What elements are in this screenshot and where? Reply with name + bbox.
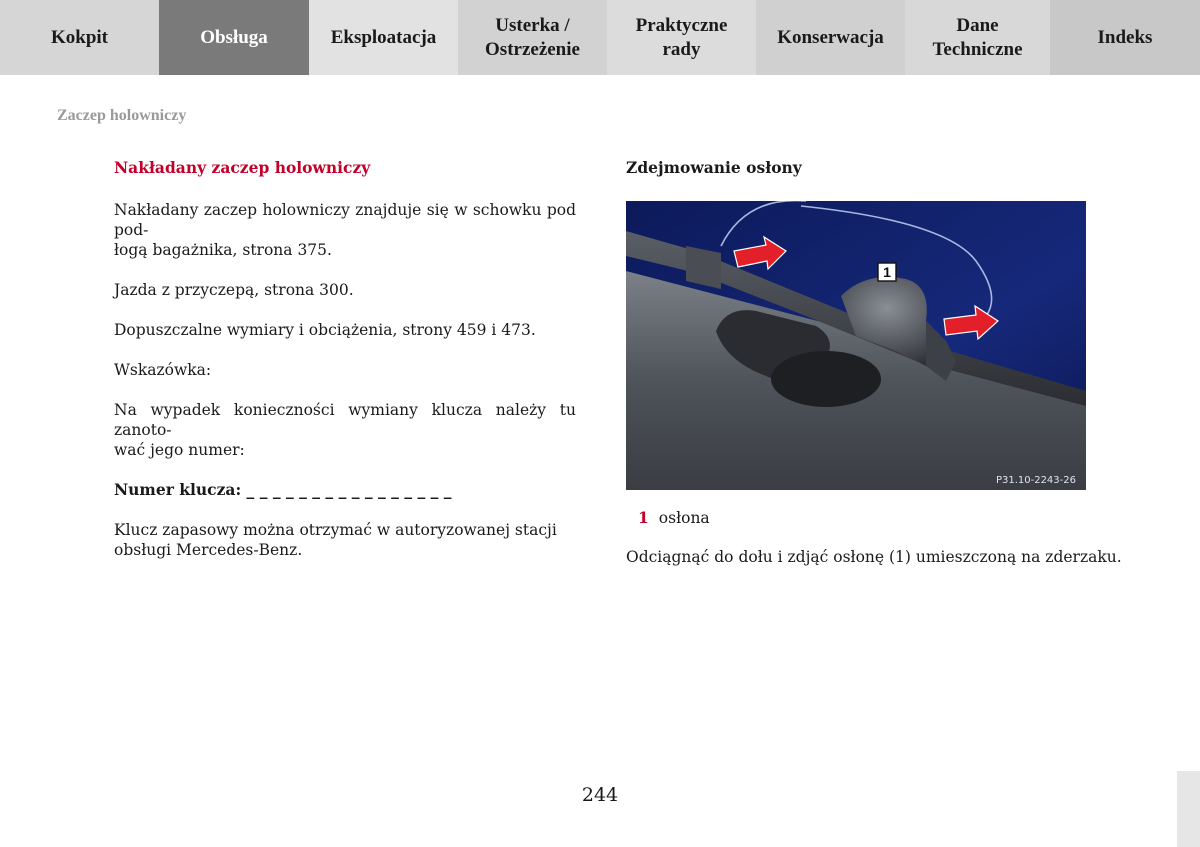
- page-number: 244: [581, 784, 619, 806]
- tab-konserwacja[interactable]: Konserwacja: [756, 0, 905, 75]
- legend-text: osłona: [658, 509, 710, 527]
- cover-removal-illustration: [626, 201, 1086, 490]
- page-edge-tab: [1177, 771, 1200, 847]
- tab-indeks[interactable]: Indeks: [1050, 0, 1200, 75]
- figure-legend: [638, 508, 710, 527]
- instruction-text: Odciągnąć do dołu i zdjąć osłonę (1) umieszczoną na zderzaku.: [626, 548, 1122, 566]
- right-heading: Zdejmowanie osłony: [626, 158, 802, 177]
- illustration-svg: [626, 201, 1086, 490]
- paragraph-key-note: Na wypadek konieczności wymiany klucza należy tu zanoto- wać jego numer:: [114, 401, 576, 459]
- tab-obsluga[interactable]: Obsługa: [159, 0, 309, 75]
- section-title: Zaczep holowniczy: [57, 107, 187, 124]
- tab-praktyczne-rady[interactable]: Praktyczne rady: [607, 0, 756, 75]
- tab-dane-techniczne[interactable]: Dane Techniczne: [905, 0, 1050, 75]
- tab-kokpit[interactable]: Kokpit: [0, 0, 159, 75]
- paragraph-trailer-ref: Jazda z przyczepą, strona 300.: [114, 281, 354, 299]
- paragraph-dimensions-ref: Dopuszczalne wymiary i obciążenia, strony 459 i 473.: [114, 321, 536, 339]
- legend-number: 1: [638, 508, 649, 527]
- callout-number: 1: [883, 264, 891, 280]
- paragraph-spare-key: Klucz zapasowy można otrzymać w autoryzowanej stacji obsługi Mercedes-Benz.: [114, 521, 557, 559]
- left-heading: Nakładany zaczep holowniczy: [114, 158, 371, 177]
- socket-base: [771, 351, 881, 407]
- tab-usterka-ostrzezenie[interactable]: Usterka / Ostrzeżenie: [458, 0, 607, 75]
- right-column: [626, 158, 1096, 200]
- key-number-field: Numer klucza: _ _ _ _ _ _ _ _ _ _ _ _ _ _ _ _: [114, 480, 452, 499]
- tab-eksploatacja[interactable]: Eksploatacja: [309, 0, 458, 75]
- left-column: [114, 158, 576, 580]
- note-label: Wskazówka:: [114, 361, 212, 379]
- chapter-nav: [0, 0, 1200, 75]
- figure-code: P31.10-2243-26: [995, 475, 1076, 486]
- paragraph-location: Nakładany zaczep holowniczy znajduje się w schowku pod pod- łogą bagażnika, strona 375.: [114, 201, 576, 259]
